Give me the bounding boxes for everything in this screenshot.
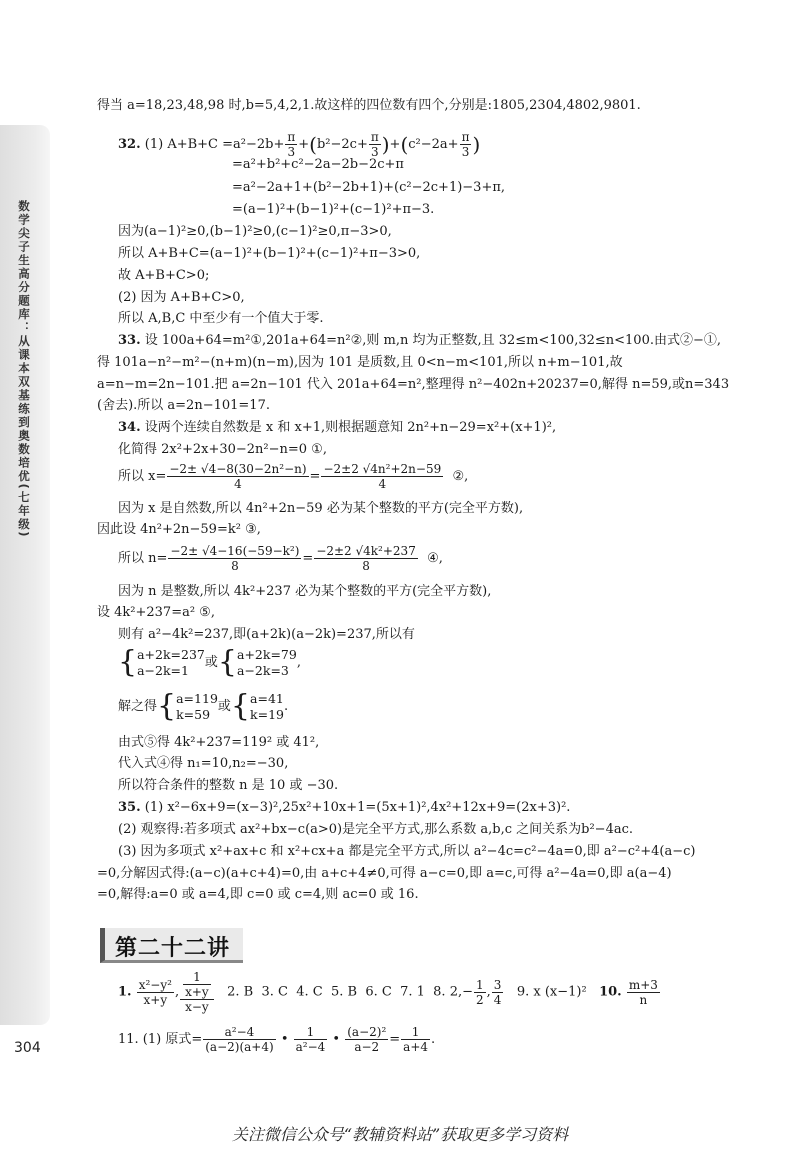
text-line: (舍去).所以 a=2n−101=17.	[97, 398, 270, 413]
text-line: 得 101a−n²−m²−(n+m)(n−m),因为 101 是质数,且 0<n−m<101,所以 n+m−101,故	[97, 355, 623, 370]
text-line: 故 A+B+C>0;	[118, 268, 210, 283]
text-line: 因为 n 是整数,所以 4k²+237 必为某个整数的平方(完全平方数),	[118, 584, 492, 599]
text-line: 因为(a−1)²≥0,(b−1)²≥0,(c−1)²≥0,π−3>0,	[118, 224, 392, 239]
text-line: =0,解得:a=0 或 a=4,即 c=0 或 c=4,则 ac=0 或 16.	[97, 887, 419, 902]
complex-fraction: $\frac{\frac{1}{x+y}}{x-y}$	[180, 970, 214, 1014]
fraction: $\frac{1}{a+4}$	[403, 1025, 429, 1054]
text-line: 因为 x 是自然数,所以 4n²+2n−59 必为某个整数的平方(完全平方数),	[118, 501, 524, 516]
fraction: $\frac{1}{\text{a²−4}}$	[295, 1025, 326, 1054]
text-line: =a²−2a+1+(b²−2b+1)+(c²−2c+1)−3+π,	[232, 180, 506, 195]
text-line: 所以符合条件的整数 n 是 10 或 −30.	[118, 778, 339, 793]
fraction: $\frac{\text{−2± √4−8(30−2n²−n)}}{4}$	[169, 462, 307, 491]
fraction: $\frac{\text{(a−2)²}}{a-2}$	[347, 1025, 387, 1054]
problem-34-line1: 34. 设两个连续自然数是 x 和 x+1,则根据题意知 2n²+n−29=x²+(x+1)²,	[118, 420, 557, 435]
answers-line1: 1. $\frac{\text{x²−y²}}{x+y}$ , $\frac{\frac{1}{x+y}}{x-y}$ 2. B 3. C 4. C 5. B 6. C 7. 1 8. 2,− $\frac{1}{2}$ , $\frac{3}{4}$ 9. x (x−1)² 10. $\frac{m+3}{n}$	[118, 970, 658, 1014]
text-line: 因此设 4n²+2n−59=k² ③,	[97, 522, 261, 537]
fraction: $\frac{\pi}{3}$	[370, 130, 379, 159]
fraction: $\frac{m+3}{n}$	[628, 977, 658, 1007]
page-number: 304	[14, 1040, 41, 1056]
solution-system: 解之得{a=119 k=59 或{a=41 k=19.	[118, 688, 289, 724]
fraction: $\frac{\text{a²−4}}{(a-2)(a+4)}$	[205, 1025, 274, 1054]
problem-33-line1: 33. 设 100a+64=m²①,201a+64=n²②,则 m,n 均为正整数,且 32≤m<100,32≤n<100.由式②−①,	[118, 333, 722, 348]
text-line: (2) 观察得:若多项式 ax²+bx−c(a>0)是完全平方式,那么系数 a,b,c 之间关系为b²−4ac.	[118, 822, 634, 837]
text-line: 得当 a=18,23,48,98 时,b=5,4,2,1.故这样的四位数有四个,分别是:1805,2304,4802,9801.	[97, 98, 641, 113]
text-line: =0,分解因式得:(a−c)(a+c+4)=0,由 a+c+4≠0,可得 a−c=0,即 a=c,可得 a²−4a=0,即 a(a−4)	[97, 866, 672, 881]
problem-number: 33.	[118, 333, 141, 348]
problem-35-line1: 35. (1) x²−6x+9=(x−3)²,25x²+10x+1=(5x+1)²,4x²+12x+9=(2x+3)².	[118, 800, 571, 815]
text-line: 则有 a²−4k²=237,即(a+2k)(a−2k)=237,所以有	[118, 627, 415, 642]
problem-number: 35.	[118, 800, 141, 815]
fraction: $\frac{3}{4}$	[493, 977, 502, 1007]
problem-number: 34.	[118, 420, 141, 435]
text-line: (3) 因为多项式 x²+ax+c 和 x²+cx+a 都是完全平方式,所以 a²−4c=c²−4a=0,即 a²−c²+4(a−c)	[118, 844, 696, 859]
text-line: =a²+b²+c²−2a−2b−2c+π	[232, 157, 404, 172]
formula-n: 所以 n= $\frac{\text{−2± √4−16(−59−k²)}}{8}$ = $\frac{\text{−2±2 √4k²+237}}{8}$ ④,	[118, 544, 443, 573]
text-line: 由式⑤得 4k²+237=119² 或 41²,	[118, 735, 320, 750]
fraction: $\frac{\text{−2±2 √4k²+237}}{8}$	[316, 544, 416, 573]
text-line: =(a−1)²+(b−1)²+(c−1)²+π−3.	[232, 202, 435, 217]
fraction: $\frac{\pi}{3}$	[461, 130, 470, 159]
text-line: 所以 A,B,C 中至少有一个值大于零.	[118, 311, 324, 326]
fraction: $\frac{\text{−2±2 √4n²+2n−59}}{4}$	[323, 462, 442, 491]
footer-note: 关注微信公众号“教辅资料站”获取更多学习资料	[231, 1125, 569, 1144]
equation-system: {a+2k=237 a−2k=1 或{a+2k=79 a−2k=3 ,	[118, 644, 301, 680]
problem-number: 32.	[118, 137, 141, 152]
text-line: 所以 A+B+C=(a−1)²+(b−1)²+(c−1)²+π−3>0,	[118, 246, 421, 261]
fraction: $\frac{\text{x²−y²}}{x+y}$	[138, 977, 172, 1007]
formula-x: 所以 x= $\frac{\text{−2± √4−8(30−2n²−n)}}{4}$ = $\frac{\text{−2±2 √4n²+2n−59}}{4}$ ②,	[118, 462, 469, 491]
fraction: $\frac{\pi}{3}$	[287, 130, 296, 159]
text-line: a=n−m=2n−101.把 a=2n−101 代入 201a+64=n²,整理得 n²−402n+20237=0,解得 n=59,或n=343	[97, 377, 730, 392]
book-title-vertical: 数学尖子生高分题库：从课本双基练到奥数培优(七年级)	[17, 200, 31, 539]
fraction: $\frac{\text{−2± √4−16(−59−k²)}}{8}$	[170, 544, 300, 573]
section-heading: 第二十二讲	[100, 928, 243, 963]
fraction: $\frac{1}{2}$	[476, 977, 484, 1007]
text-line: 化简得 2x²+2x+30−2n²−n=0 ①,	[118, 442, 327, 457]
text-line: 代入式④得 n₁=10,n₂=−30,	[118, 756, 289, 771]
problem-32-line1: 32. (1) A+B+C =a²−2b+ $\frac{\pi}{3}$ +(b²−2c+ $\frac{\pi}{3}$ )+(c²−2a+ $\frac{\pi}{3}$ )	[118, 130, 481, 159]
text-line: (2) 因为 A+B+C>0,	[118, 290, 245, 305]
text-line: 设 4k²+237=a² ⑤,	[97, 605, 215, 620]
answers-line2: 11. (1) 原式= $\frac{\text{a²−4}}{(a-2)(a+4)}$ • $\frac{1}{\text{a²−4}}$ • $\frac{\text{(a−2)²}}{a-2}$ = $\frac{1}{a+4}$ .	[118, 1025, 436, 1054]
